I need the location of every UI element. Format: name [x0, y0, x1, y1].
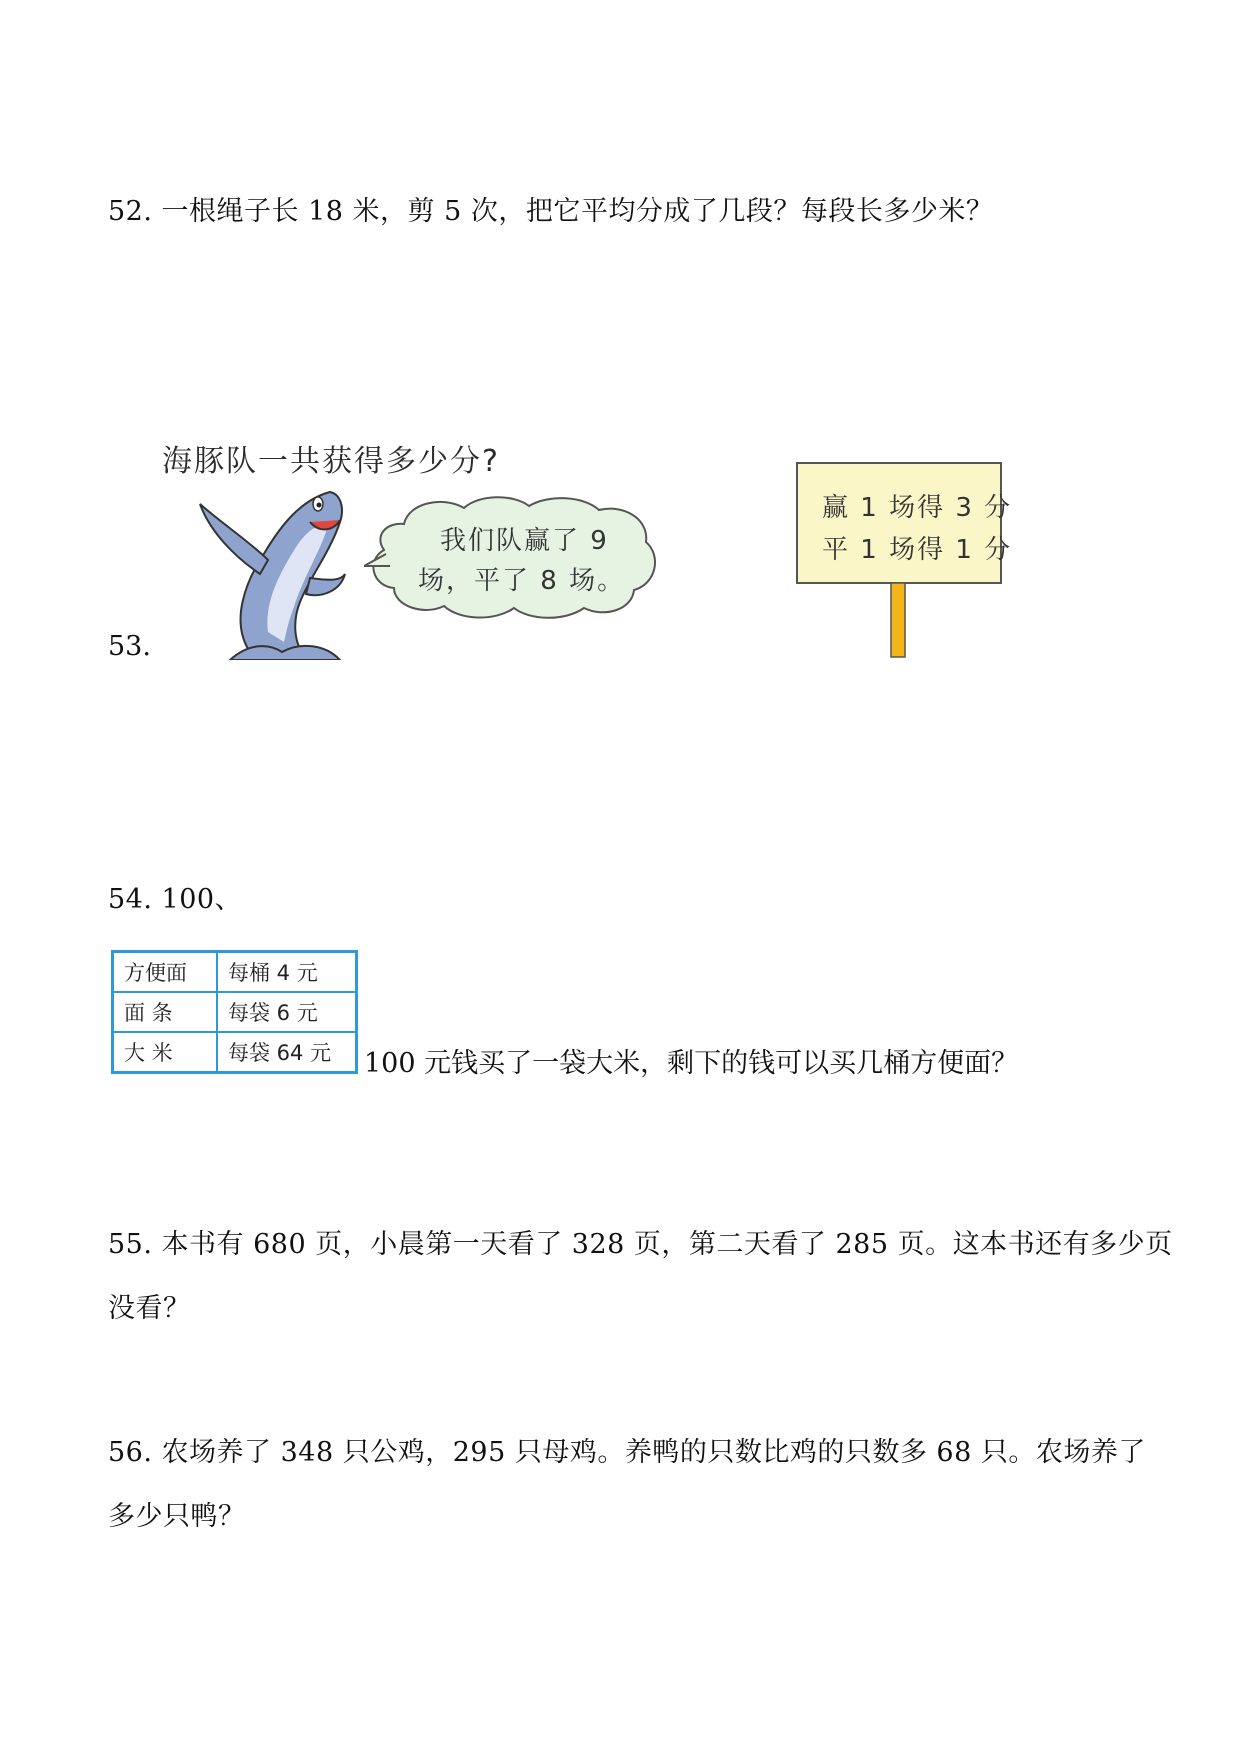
price-cell: 每袋 6 元 [217, 992, 357, 1032]
score-sign-line-1: 赢 1 场得 3 分 [822, 493, 1013, 523]
score-sign-line-2: 平 1 场得 1 分 [822, 535, 1013, 565]
item-cell: 大 米 [113, 1032, 218, 1073]
item-cell: 面 条 [113, 992, 218, 1032]
item-cell: 方便面 [113, 952, 218, 993]
question-53-number: 53. [108, 631, 151, 662]
dolphin-illustration [190, 482, 350, 660]
question-56 [108, 1421, 1146, 1549]
question-54-text: 100 元钱买了一袋大米，剩下的钱可以买几桶方便面？ [364, 1048, 1019, 1079]
speech-cloud-line-2: 场，平了 8 场。 [418, 566, 626, 596]
price-cell: 每袋 64 元 [217, 1032, 357, 1073]
question-52: 52. 一根绳子长 18 米，剪 5 次，把它平均分成了几段？每段长多少米？ [108, 196, 994, 227]
table-row [113, 1032, 357, 1073]
question-55-line-1: 55. 本书有 680 页，小晨第一天看了 328 页，第二天看了 285 页。这本书还有多少页 [108, 1229, 1173, 1260]
price-table [111, 950, 358, 1074]
illustration-caption: 海豚队一共获得多少分? [162, 444, 500, 479]
question-56-line-2: 多少只鸭？ [108, 1501, 246, 1532]
question-55-line-2: 没看？ [108, 1293, 191, 1324]
question-54-header: 54. 100、 [108, 884, 243, 915]
question-55 [108, 1213, 1173, 1341]
speech-cloud-line-1: 我们队赢了 9 [440, 526, 609, 556]
question-56-line-1: 56. 农场养了 348 只公鸡，295 只母鸡。养鸭的只数比鸡的只数多 68 只。农场养了 [108, 1437, 1146, 1468]
price-cell: 每桶 4 元 [217, 952, 357, 993]
speech-cloud [364, 494, 664, 622]
table-row [113, 952, 357, 993]
table-row [113, 992, 357, 1032]
